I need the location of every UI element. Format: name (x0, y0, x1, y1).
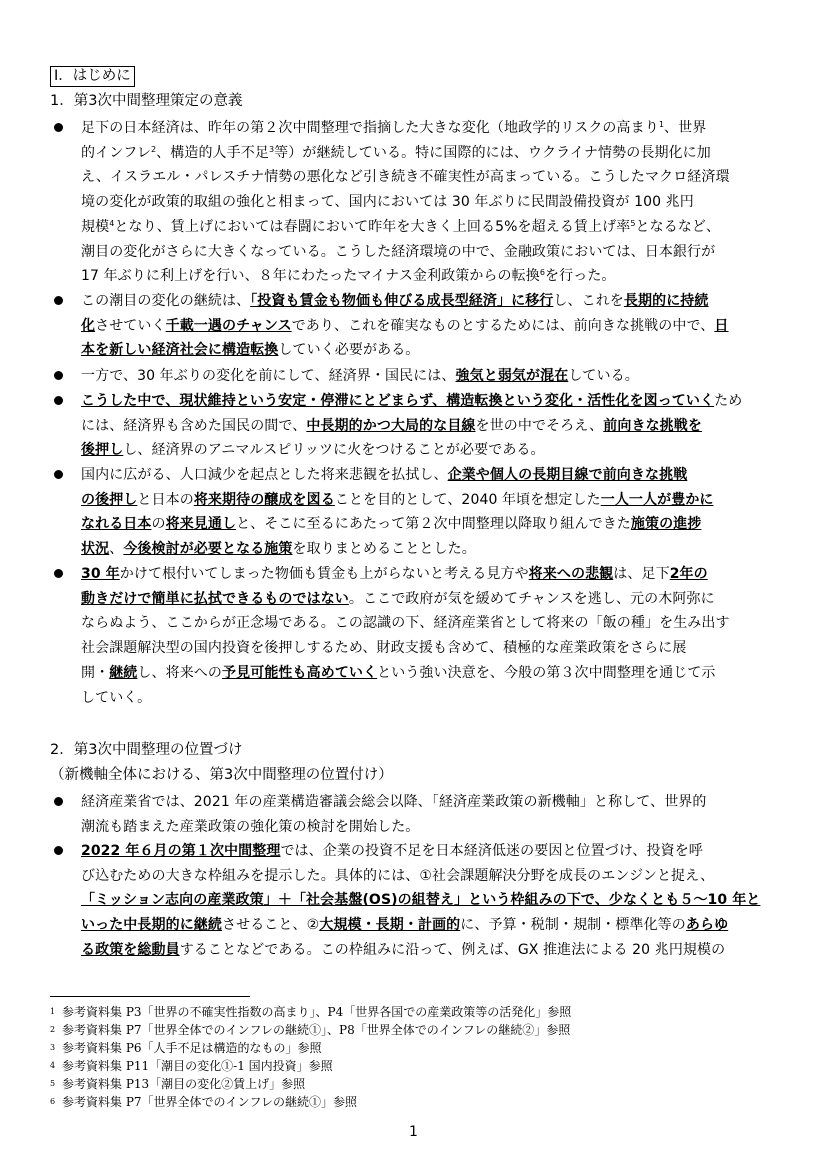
emphasis-text: 動きだけで簡単に払拭できるものではない (81, 590, 349, 607)
text-line (81, 913, 785, 938)
footnote-ref: 5 (630, 218, 636, 228)
text-line (81, 165, 785, 190)
bullet-dot-icon (54, 846, 63, 855)
emphasis-text: あらゆ (685, 917, 729, 934)
text-line (81, 488, 785, 513)
bullet-dot-icon (54, 371, 63, 380)
emphasis-text: 千載一遇のチャンス (165, 317, 292, 334)
footnote-number: 5 (50, 1079, 56, 1088)
text-line (81, 815, 785, 840)
text-segment: では、企業の投資不足を日本経済低迷の要因と位置づけ、投資を呼 (280, 843, 703, 859)
text-segment: を取りまとめることとした。 (292, 541, 476, 558)
text-line (81, 864, 785, 889)
footnote-separator (50, 996, 250, 997)
text-segment: は、足下 (613, 566, 670, 582)
bullet-dot-icon (54, 296, 63, 305)
heading-2: 2．第3次中間整理の位置づけ (50, 742, 243, 758)
text-segment: の (151, 516, 166, 533)
emphasis-text: 施策の進捗 (630, 516, 702, 533)
text-segment: 境の変化が政策的取組の強化と相まって、国内においては 30 年ぶりに民間設備投資が 100 兆円 (81, 194, 694, 211)
text-line (81, 537, 785, 562)
text-line (81, 389, 785, 414)
bullet-dot-icon (54, 123, 63, 132)
text-segment: 17 年ぶりに利上げを行い、８年にわたったマイナス金利政策からの転換 (81, 268, 540, 285)
text-segment: と日本の (137, 491, 194, 508)
emphasis-text: 予見可能性も高めていく (222, 664, 378, 681)
text-line (81, 116, 785, 141)
bullet-8 (50, 839, 785, 963)
text-line (81, 141, 785, 166)
text-segment: 規模 (81, 218, 110, 235)
footnote-ref: 1 (658, 120, 665, 129)
bullet-1 (50, 116, 785, 289)
emphasis-text: 状況 (81, 541, 110, 558)
text-segment: に、予算・税制・規制・標準化等の (460, 917, 686, 934)
text-line (81, 289, 785, 314)
bullet-dot-icon (54, 797, 63, 806)
text-segment: し、これを (553, 293, 624, 309)
footnote-text: 参考資料集 P13「潮目の変化②賃上げ」参照 (62, 1077, 306, 1091)
text-line (81, 611, 785, 636)
emphasis-text: 30 年 (81, 566, 120, 582)
text-segment: していく。 (81, 689, 152, 706)
text-segment: び込むための大きな枠組みを提示した。具体的には、①社会課題解決分野を成長のエンジンと捉え、 (81, 867, 715, 884)
text-segment: ことを目的として、2040 年頃を想定した (334, 491, 601, 508)
footnote-number: 4 (50, 1061, 56, 1070)
text-line (81, 215, 785, 240)
text-segment: させること、② (222, 917, 320, 934)
text-line (81, 364, 785, 389)
emphasis-text: 大規模・長期・計画的 (319, 917, 461, 934)
text-segment: し、将来への (137, 664, 223, 681)
emphasis-text: いった中長期的に継続 (81, 917, 222, 934)
text-segment: 潮目の変化がさらに大きくなっている。こうした経済環境の中で、金融政策においては、日本銀行が (81, 243, 716, 260)
section-title: Ⅰ．はじめに (50, 66, 135, 87)
text-segment: という強い決意を、今般の第３次中間整理を通じて示 (377, 664, 716, 681)
text-segment: ならぬよう、ここからが正念場である。この認識の下、経済産業省として将来の「飯の種」を生み出す (81, 615, 730, 632)
text-line (81, 790, 785, 815)
text-line (81, 314, 785, 339)
emphasis-text: の後押し (81, 491, 138, 508)
text-segment: となるなど、 (635, 218, 721, 235)
footnote-text: 参考資料集 P7「世界全体でのインフレの継続①」参照 (62, 1095, 358, 1109)
emphasis-text: 前向きな挑戦を (603, 417, 702, 434)
text-line (81, 686, 785, 711)
footnote-ref: 4 (109, 218, 115, 228)
footnote-text: 参考資料集 P7「世界全体でのインフレの継続①」、P8「世界全体でのインフレの継続②」参照 (62, 1023, 571, 1037)
text-line (81, 240, 785, 265)
text-segment: 、 (109, 541, 124, 558)
emphasis-text: 化 (81, 317, 96, 334)
bullet-6 (50, 562, 785, 710)
text-segment: させていく (95, 317, 166, 334)
text-segment: には、経済界も含めた国民の間で、 (81, 417, 307, 434)
text-line (81, 338, 785, 363)
emphasis-text: 「投資も賃金も物価も伸びる成長型経済」に移行 (250, 293, 554, 309)
emphasis-text: 「ミッション志向の産業政策」＋「社会基盤(OS)の組替え」という枠組みの下で、少なくとも５～10 年と (81, 892, 761, 909)
bullet-dot-icon (54, 470, 63, 479)
emphasis-text: 長期的に持続 (623, 293, 709, 309)
text-line (81, 888, 785, 913)
text-segment: 開・ (81, 664, 110, 681)
text-segment: を行った。 (545, 268, 616, 285)
text-line (81, 190, 785, 215)
text-line (81, 463, 785, 488)
emphasis-text: 中長期的かつ大局的な目線 (306, 417, 476, 434)
emphasis-text: 今後検討が必要となる施策 (123, 541, 293, 558)
footnote-number: 2 (50, 1025, 56, 1034)
text-line (81, 636, 785, 661)
text-segment: 潮流も踏まえた産業政策の強化策の検討を開始した。 (81, 818, 420, 835)
bullet-4 (50, 389, 785, 463)
footnote-number: 6 (50, 1097, 56, 1106)
page-number: 1 (409, 1124, 418, 1140)
bullet-7 (50, 790, 785, 839)
text-line (81, 587, 785, 612)
emphasis-text: 強気と弱気が混在 (455, 368, 569, 384)
text-segment: 的インフレ (81, 144, 151, 161)
text-segment: 一方で、30 年ぶりの変化を前にして、経済界・国民には、 (81, 368, 456, 384)
bullet-dot-icon (54, 569, 63, 578)
footnote-ref: 3 (268, 144, 275, 154)
text-segment: 国内に広がる、人口減少を起点とした将来悲観を払拭し、 (81, 467, 448, 483)
text-segment: 、世界 (664, 120, 707, 136)
emphasis-text: 一人一人が豊かに (600, 491, 714, 508)
emphasis-text: 2022 年６月の第１次中間整理 (81, 843, 281, 859)
emphasis-text: 後押し (81, 442, 124, 459)
bullet-dot-icon (54, 396, 63, 405)
emphasis-text: る政策を総動員 (81, 941, 180, 958)
text-segment: することなどである。この枠組みに沿って、例えば、GX 推進法による 20 兆円規模の (179, 941, 726, 958)
text-segment: 社会課題解決型の国内投資を後押しするため、財政支援も含めて、積極的な産業政策をさらに展 (81, 640, 687, 657)
text-segment: を世の中でそろえ、 (475, 417, 604, 434)
text-segment: となり、賃上げにおいては春闘において昨年を大きく上回る5%を超える賃上げ率 (114, 218, 631, 235)
emphasis-text: 本を新しい経済社会に構造転換 (81, 342, 279, 359)
text-segment: 。ここで政府が気を緩めてチャンスを逃し、元の木阿弥に (348, 590, 715, 607)
bullet-2 (50, 289, 785, 363)
emphasis-text: 将来への悲観 (528, 566, 614, 582)
emphasis-text: なれる日本 (81, 516, 152, 533)
text-segment: している。 (568, 368, 639, 384)
emphasis-text: 継続 (109, 664, 138, 681)
emphasis-text: 企業や個人の長期目線で前向きな挑戦 (447, 467, 688, 483)
footnote-4 (50, 1057, 333, 1075)
footnote-ref: 2 (150, 144, 157, 154)
text-segment: と、そこに至るにあたって第２次中間整理以降取り組んできた (236, 516, 631, 533)
footnote-1 (50, 1003, 571, 1021)
text-segment: え、イスラエル・パレスチナ情勢の悪化など引き続き不確実性が高まっている。こうしたマクロ経済環 (81, 169, 730, 186)
text-line (81, 938, 785, 963)
text-segment: かけて根付いてしまった物価も賃金も上がらないと考える見方や (119, 566, 529, 582)
text-line (81, 562, 785, 587)
bullet-5 (50, 463, 785, 562)
emphasis-text: 2年の (669, 566, 708, 582)
footnote-3 (50, 1039, 322, 1057)
text-segment: し、経済界のアニマルスピリッツに火をつけることが必要である。 (123, 442, 545, 459)
text-segment: ため (714, 393, 743, 409)
emphasis-text: 将来見通し (165, 516, 237, 533)
text-segment: 等）が継続している。特に国際的には、ウクライナ情勢の長期化に加 (274, 144, 711, 161)
footnote-6 (50, 1093, 357, 1111)
text-segment: していく必要がある。 (278, 342, 420, 359)
footnote-number: 1 (50, 1007, 56, 1016)
footnote-text: 参考資料集 P3「世界の不確実性指数の高まり」、P4「世界各国での産業政策等の活発化」参照 (62, 1005, 572, 1019)
text-segment: 足下の日本経済は、昨年の第２次中間整理で指摘した大きな変化（地政学的リスクの高まり (81, 120, 659, 136)
text-line (81, 264, 785, 289)
heading-2-subtitle: （新機軸全体における、第3次中間整理の位置付け） (50, 767, 393, 783)
footnote-5 (50, 1075, 305, 1093)
footnote-text: 参考資料集 P11「潮目の変化①-1 国内投資」参照 (62, 1059, 333, 1073)
footnote-text: 参考資料集 P6「人手不足は構造的なもの」参照 (62, 1041, 322, 1055)
text-segment: この潮目の変化の継続は、 (81, 293, 251, 309)
text-segment: 経済産業省では、2021 年の産業構造審議会総会以降、「経済産業政策の新機軸」と称して、世界的 (81, 794, 707, 810)
emphasis-text: 将来期待の醸成を図る (193, 491, 335, 508)
footnote-2 (50, 1021, 570, 1039)
emphasis-text: 日 (714, 317, 729, 334)
emphasis-text: こうした中で、現状維持という安定・停滞にとどまらず、構造転換という変化・活性化を図っていく (81, 393, 715, 409)
text-line (81, 414, 785, 439)
text-line (81, 661, 785, 686)
heading-1: 1．第3次中間整理策定の意義 (50, 93, 243, 109)
text-line (81, 512, 785, 537)
bullet-3 (50, 364, 785, 389)
footnote-number: 3 (50, 1043, 56, 1052)
text-segment: 、構造的人手不足 (156, 144, 269, 161)
footnote-ref: 6 (539, 268, 546, 278)
text-segment: であり、これを確実なものとするためには、前向きな挑戦の中で、 (291, 317, 715, 334)
text-line (81, 839, 785, 864)
text-line (81, 438, 785, 463)
